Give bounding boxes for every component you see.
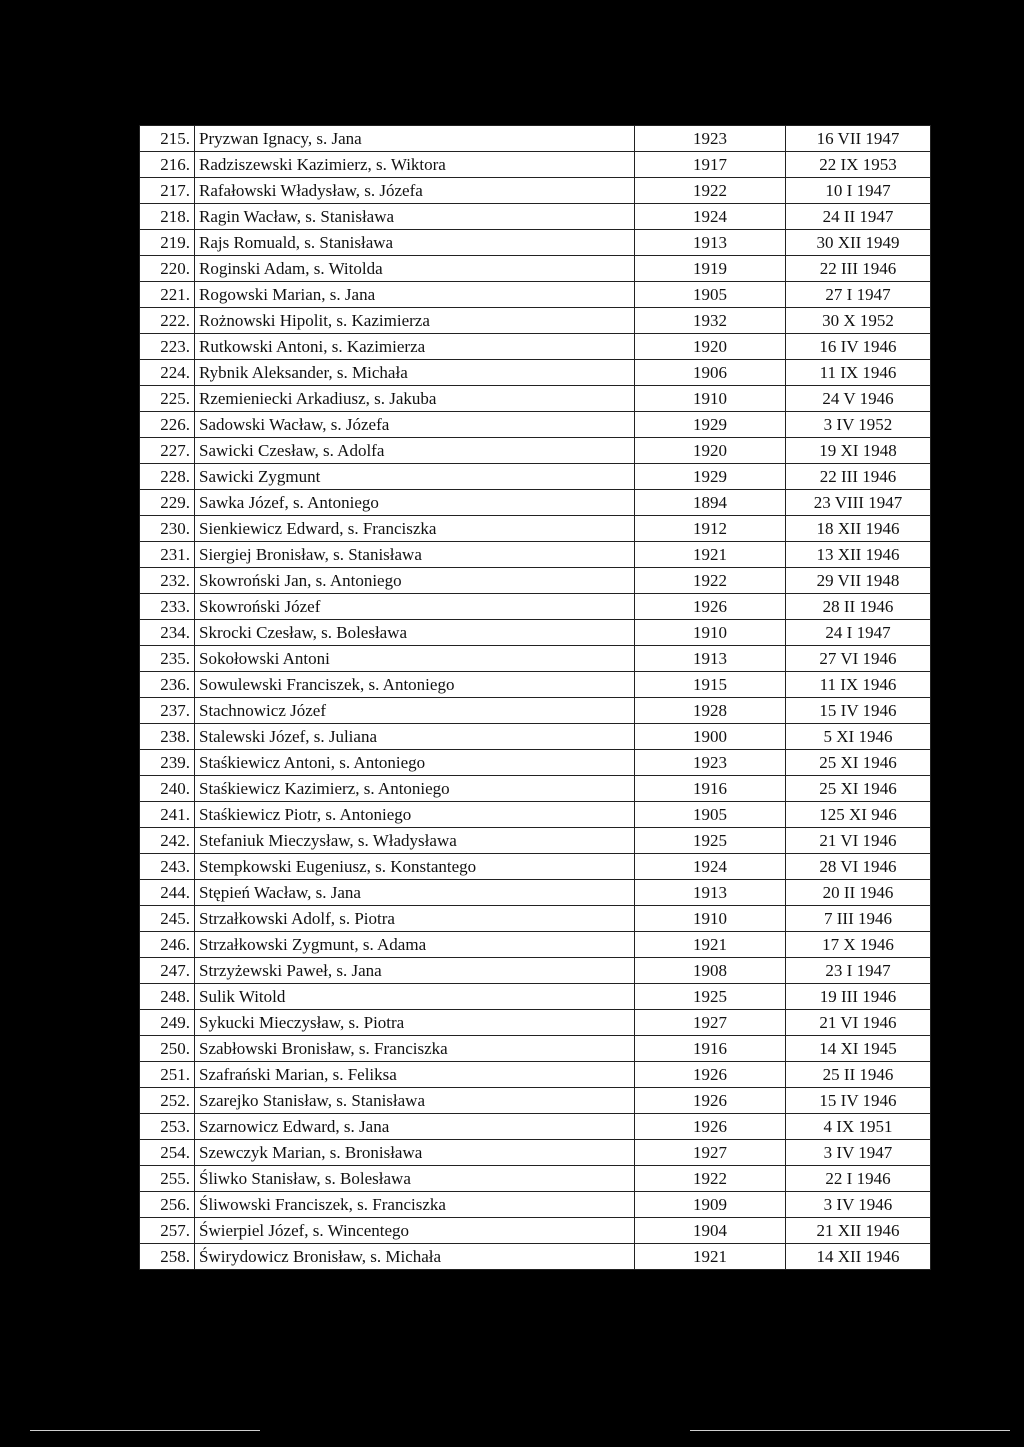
person-name: Sadowski Wacław, s. Józefa: [195, 412, 635, 438]
person-name: Roginski Adam, s. Witolda: [195, 256, 635, 282]
date-cell: 27 I 1947: [786, 282, 931, 308]
table-row: [140, 776, 931, 802]
table-row: [140, 698, 931, 724]
person-name: Stachnowicz Józef: [195, 698, 635, 724]
table-row: [140, 334, 931, 360]
roster-table: [139, 125, 931, 1270]
table-row: [140, 854, 931, 880]
table-row: [140, 594, 931, 620]
row-number: 229.: [140, 490, 195, 516]
birth-year: 1924: [635, 204, 786, 230]
person-name: Sawicki Zygmunt: [195, 464, 635, 490]
table-row: [140, 230, 931, 256]
birth-year: 1928: [635, 698, 786, 724]
date-cell: 24 V 1946: [786, 386, 931, 412]
birth-year: 1926: [635, 1114, 786, 1140]
row-number: 239.: [140, 750, 195, 776]
person-name: Rożnowski Hipolit, s. Kazimierza: [195, 308, 635, 334]
row-number: 228.: [140, 464, 195, 490]
birth-year: 1925: [635, 828, 786, 854]
person-name: Rajs Romuald, s. Stanisława: [195, 230, 635, 256]
table-row: [140, 620, 931, 646]
row-number: 245.: [140, 906, 195, 932]
table-row: [140, 516, 931, 542]
person-name: Stefaniuk Mieczysław, s. Władysława: [195, 828, 635, 854]
table-row: [140, 1244, 931, 1270]
date-cell: 21 VI 1946: [786, 828, 931, 854]
row-number: 231.: [140, 542, 195, 568]
birth-year: 1917: [635, 152, 786, 178]
birth-year: 1910: [635, 386, 786, 412]
birth-year: 1905: [635, 282, 786, 308]
row-number: 216.: [140, 152, 195, 178]
date-cell: 30 XII 1949: [786, 230, 931, 256]
birth-year: 1926: [635, 1062, 786, 1088]
birth-year: 1922: [635, 1166, 786, 1192]
birth-year: 1926: [635, 594, 786, 620]
table-row: [140, 958, 931, 984]
birth-year: 1906: [635, 360, 786, 386]
date-cell: 22 IX 1953: [786, 152, 931, 178]
date-cell: 13 XII 1946: [786, 542, 931, 568]
person-name: Szafrański Marian, s. Feliksa: [195, 1062, 635, 1088]
table-row: [140, 1218, 931, 1244]
row-number: 215.: [140, 126, 195, 152]
table-row: [140, 984, 931, 1010]
date-cell: 17 X 1946: [786, 932, 931, 958]
row-number: 251.: [140, 1062, 195, 1088]
person-name: Rafałowski Władysław, s. Józefa: [195, 178, 635, 204]
birth-year: 1921: [635, 932, 786, 958]
table-row: [140, 932, 931, 958]
table-row: [140, 126, 931, 152]
table-row: [140, 438, 931, 464]
row-number: 243.: [140, 854, 195, 880]
row-number: 253.: [140, 1114, 195, 1140]
person-name: Strzałkowski Adolf, s. Piotra: [195, 906, 635, 932]
table-row: [140, 750, 931, 776]
row-number: 226.: [140, 412, 195, 438]
date-cell: 23 I 1947: [786, 958, 931, 984]
person-name: Radziszewski Kazimierz, s. Wiktora: [195, 152, 635, 178]
date-cell: 7 III 1946: [786, 906, 931, 932]
table-row: [140, 282, 931, 308]
row-number: 223.: [140, 334, 195, 360]
row-number: 255.: [140, 1166, 195, 1192]
row-number: 232.: [140, 568, 195, 594]
birth-year: 1919: [635, 256, 786, 282]
birth-year: 1929: [635, 464, 786, 490]
person-name: Staśkiewicz Antoni, s. Antoniego: [195, 750, 635, 776]
birth-year: 1922: [635, 178, 786, 204]
table-row: [140, 152, 931, 178]
birth-year: 1922: [635, 568, 786, 594]
table-row: [140, 802, 931, 828]
row-number: 244.: [140, 880, 195, 906]
birth-year: 1910: [635, 620, 786, 646]
date-cell: 4 IX 1951: [786, 1114, 931, 1140]
date-cell: 125 XI 946: [786, 802, 931, 828]
date-cell: 3 IV 1946: [786, 1192, 931, 1218]
table-row: [140, 1166, 931, 1192]
person-name: Sulik Witold: [195, 984, 635, 1010]
person-name: Skowroński Jan, s. Antoniego: [195, 568, 635, 594]
row-number: 224.: [140, 360, 195, 386]
date-cell: 11 IX 1946: [786, 360, 931, 386]
person-name: Staśkiewicz Piotr, s. Antoniego: [195, 802, 635, 828]
table-row: [140, 724, 931, 750]
person-name: Skrocki Czesław, s. Bolesława: [195, 620, 635, 646]
date-cell: 14 XII 1946: [786, 1244, 931, 1270]
table-row: [140, 1114, 931, 1140]
birth-year: 1923: [635, 126, 786, 152]
birth-year: 1929: [635, 412, 786, 438]
person-name: Szewczyk Marian, s. Bronisława: [195, 1140, 635, 1166]
person-name: Sawka Józef, s. Antoniego: [195, 490, 635, 516]
row-number: 254.: [140, 1140, 195, 1166]
table-row: [140, 1062, 931, 1088]
birth-year: 1925: [635, 984, 786, 1010]
table-row: [140, 490, 931, 516]
row-number: 249.: [140, 1010, 195, 1036]
date-cell: 18 XII 1946: [786, 516, 931, 542]
row-number: 250.: [140, 1036, 195, 1062]
birth-year: 1900: [635, 724, 786, 750]
table-row: [140, 672, 931, 698]
birth-year: 1924: [635, 854, 786, 880]
row-number: 222.: [140, 308, 195, 334]
date-cell: 16 IV 1946: [786, 334, 931, 360]
table-row: [140, 1140, 931, 1166]
birth-year: 1920: [635, 438, 786, 464]
date-cell: 19 XI 1948: [786, 438, 931, 464]
date-cell: 19 III 1946: [786, 984, 931, 1010]
table-row: [140, 256, 931, 282]
footer-rule-left: [30, 1430, 260, 1431]
date-cell: 29 VII 1948: [786, 568, 931, 594]
date-cell: 22 III 1946: [786, 256, 931, 282]
roster-table-body: [140, 126, 931, 1270]
date-cell: 24 II 1947: [786, 204, 931, 230]
row-number: 235.: [140, 646, 195, 672]
date-cell: 24 I 1947: [786, 620, 931, 646]
date-cell: 14 XI 1945: [786, 1036, 931, 1062]
table-row: [140, 386, 931, 412]
table-row: [140, 412, 931, 438]
person-name: Stępień Wacław, s. Jana: [195, 880, 635, 906]
person-name: Strzyżewski Paweł, s. Jana: [195, 958, 635, 984]
table-row: [140, 1088, 931, 1114]
table-row: [140, 1010, 931, 1036]
row-number: 230.: [140, 516, 195, 542]
row-number: 234.: [140, 620, 195, 646]
date-cell: 10 I 1947: [786, 178, 931, 204]
table-row: [140, 204, 931, 230]
person-name: Sowulewski Franciszek, s. Antoniego: [195, 672, 635, 698]
row-number: 218.: [140, 204, 195, 230]
birth-year: 1894: [635, 490, 786, 516]
row-number: 227.: [140, 438, 195, 464]
date-cell: 25 II 1946: [786, 1062, 931, 1088]
birth-year: 1913: [635, 646, 786, 672]
date-cell: 23 VIII 1947: [786, 490, 931, 516]
row-number: 233.: [140, 594, 195, 620]
person-name: Pryzwan Ignacy, s. Jana: [195, 126, 635, 152]
birth-year: 1927: [635, 1140, 786, 1166]
date-cell: 3 IV 1947: [786, 1140, 931, 1166]
birth-year: 1913: [635, 880, 786, 906]
birth-year: 1916: [635, 776, 786, 802]
table-row: [140, 906, 931, 932]
table-row: [140, 880, 931, 906]
table-row: [140, 464, 931, 490]
footer-rule-right: [690, 1430, 1010, 1431]
row-number: 217.: [140, 178, 195, 204]
person-name: Siergiej Bronisław, s. Stanisława: [195, 542, 635, 568]
row-number: 252.: [140, 1088, 195, 1114]
date-cell: 11 IX 1946: [786, 672, 931, 698]
date-cell: 22 III 1946: [786, 464, 931, 490]
person-name: Śliwowski Franciszek, s. Franciszka: [195, 1192, 635, 1218]
table-row: [140, 308, 931, 334]
row-number: 256.: [140, 1192, 195, 1218]
person-name: Stalewski Józef, s. Juliana: [195, 724, 635, 750]
person-name: Ragin Wacław, s. Stanisława: [195, 204, 635, 230]
table-row: [140, 1192, 931, 1218]
date-cell: 25 XI 1946: [786, 776, 931, 802]
birth-year: 1921: [635, 542, 786, 568]
birth-year: 1920: [635, 334, 786, 360]
row-number: 225.: [140, 386, 195, 412]
row-number: 220.: [140, 256, 195, 282]
birth-year: 1932: [635, 308, 786, 334]
person-name: Świerpiel Józef, s. Wincentego: [195, 1218, 635, 1244]
row-number: 237.: [140, 698, 195, 724]
person-name: Śliwko Stanisław, s. Bolesława: [195, 1166, 635, 1192]
birth-year: 1915: [635, 672, 786, 698]
date-cell: 21 XII 1946: [786, 1218, 931, 1244]
person-name: Szabłowski Bronisław, s. Franciszka: [195, 1036, 635, 1062]
person-name: Szarejko Stanisław, s. Stanisława: [195, 1088, 635, 1114]
birth-year: 1921: [635, 1244, 786, 1270]
table-row: [140, 1036, 931, 1062]
date-cell: 15 IV 1946: [786, 1088, 931, 1114]
date-cell: 28 II 1946: [786, 594, 931, 620]
date-cell: 28 VI 1946: [786, 854, 931, 880]
birth-year: 1909: [635, 1192, 786, 1218]
person-name: Skowroński Józef: [195, 594, 635, 620]
date-cell: 20 II 1946: [786, 880, 931, 906]
birth-year: 1910: [635, 906, 786, 932]
birth-year: 1904: [635, 1218, 786, 1244]
person-name: Strzałkowski Zygmunt, s. Adama: [195, 932, 635, 958]
row-number: 257.: [140, 1218, 195, 1244]
person-name: Rzemieniecki Arkadiusz, s. Jakuba: [195, 386, 635, 412]
date-cell: 21 VI 1946: [786, 1010, 931, 1036]
person-name: Szarnowicz Edward, s. Jana: [195, 1114, 635, 1140]
person-name: Sokołowski Antoni: [195, 646, 635, 672]
person-name: Stempkowski Eugeniusz, s. Konstantego: [195, 854, 635, 880]
person-name: Rutkowski Antoni, s. Kazimierza: [195, 334, 635, 360]
birth-year: 1927: [635, 1010, 786, 1036]
table-row: [140, 360, 931, 386]
birth-year: 1913: [635, 230, 786, 256]
person-name: Świrydowicz Bronisław, s. Michała: [195, 1244, 635, 1270]
birth-year: 1926: [635, 1088, 786, 1114]
date-cell: 16 VII 1947: [786, 126, 931, 152]
person-name: Rogowski Marian, s. Jana: [195, 282, 635, 308]
birth-year: 1923: [635, 750, 786, 776]
date-cell: 30 X 1952: [786, 308, 931, 334]
row-number: 241.: [140, 802, 195, 828]
row-number: 242.: [140, 828, 195, 854]
person-name: Sykucki Mieczysław, s. Piotra: [195, 1010, 635, 1036]
date-cell: 22 I 1946: [786, 1166, 931, 1192]
row-number: 219.: [140, 230, 195, 256]
row-number: 248.: [140, 984, 195, 1010]
birth-year: 1908: [635, 958, 786, 984]
table-row: [140, 828, 931, 854]
row-number: 236.: [140, 672, 195, 698]
table-row: [140, 178, 931, 204]
row-number: 221.: [140, 282, 195, 308]
date-cell: 5 XI 1946: [786, 724, 931, 750]
row-number: 258.: [140, 1244, 195, 1270]
table-row: [140, 542, 931, 568]
person-name: Sawicki Czesław, s. Adolfa: [195, 438, 635, 464]
row-number: 247.: [140, 958, 195, 984]
date-cell: 25 XI 1946: [786, 750, 931, 776]
person-name: Rybnik Aleksander, s. Michała: [195, 360, 635, 386]
table-row: [140, 646, 931, 672]
table-row: [140, 568, 931, 594]
date-cell: 15 IV 1946: [786, 698, 931, 724]
birth-year: 1905: [635, 802, 786, 828]
birth-year: 1916: [635, 1036, 786, 1062]
person-name: Sienkiewicz Edward, s. Franciszka: [195, 516, 635, 542]
birth-year: 1912: [635, 516, 786, 542]
date-cell: 27 VI 1946: [786, 646, 931, 672]
date-cell: 3 IV 1952: [786, 412, 931, 438]
row-number: 238.: [140, 724, 195, 750]
row-number: 246.: [140, 932, 195, 958]
row-number: 240.: [140, 776, 195, 802]
person-name: Staśkiewicz Kazimierz, s. Antoniego: [195, 776, 635, 802]
